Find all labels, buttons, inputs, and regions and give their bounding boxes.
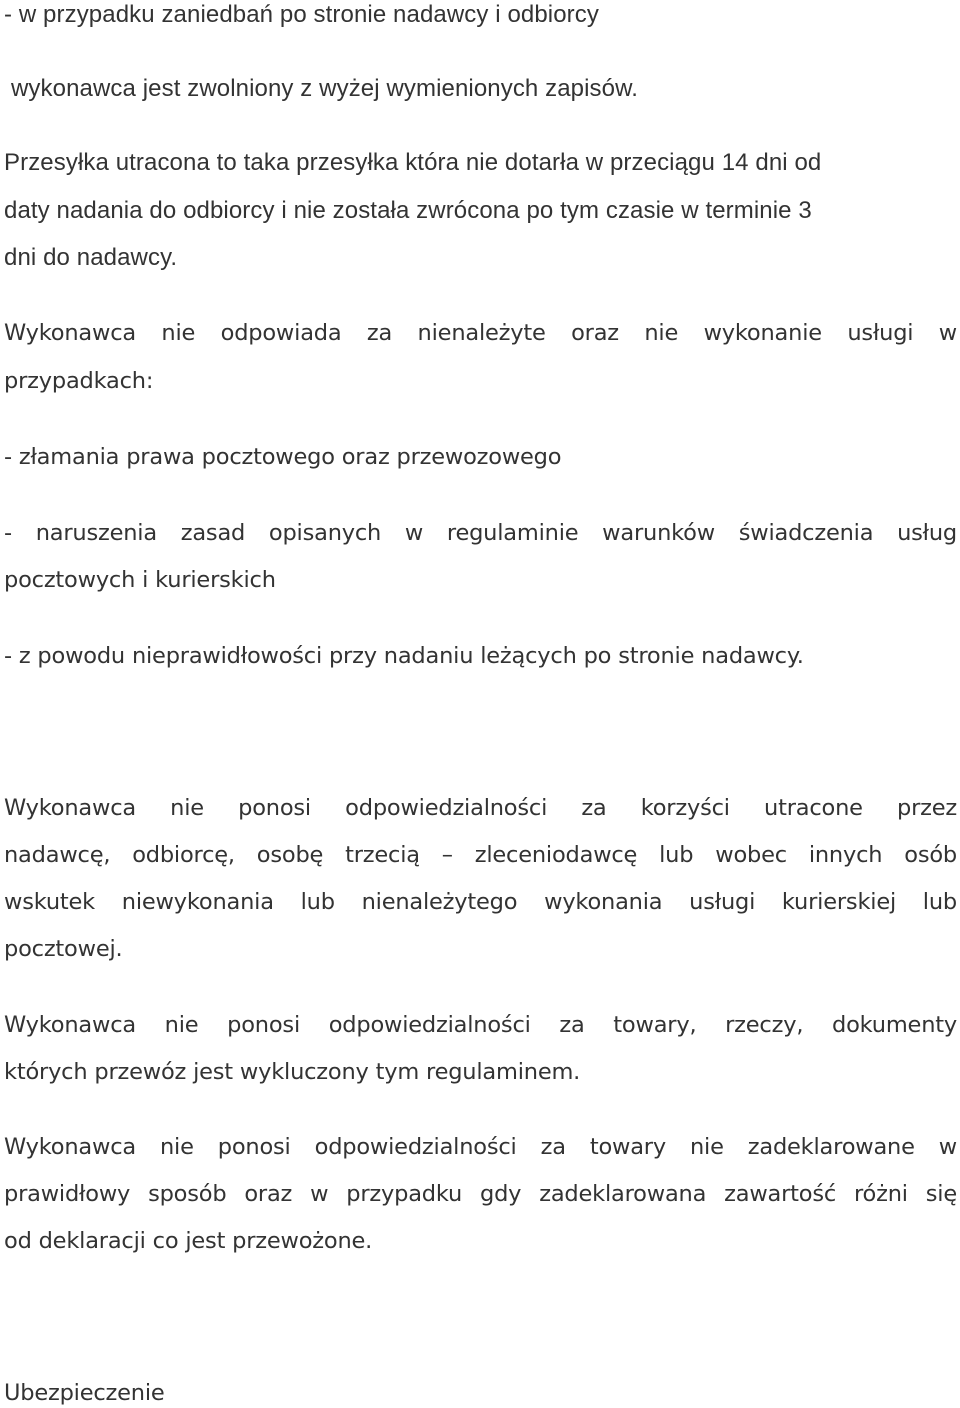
lost-profits-line-3: wskutek niewykonania lub nienależytego wykonania usługi kurierskiej lub [4, 889, 957, 915]
lost-parcel-line-1: Przesyłka utracona to taka przesyłka która nie dotarła w przeciągu 14 dni od [4, 149, 822, 176]
excluded-goods-line-1: Wykonawca nie ponosi odpowiedzialności za towary, rzeczy, dokumenty [4, 1012, 957, 1038]
liability-item-2-line-1: - naruszenia zasad opisanych w regulaminie warunków świadczenia usług [4, 520, 957, 546]
lost-profits-line-4: pocztowej. [4, 936, 123, 962]
liability-intro-line-1-text: Wykonawca nie odpowiada za nienależyte oraz nie wykonanie usługi w [4, 320, 957, 346]
section-heading-insurance: Ubezpieczenie [4, 1380, 165, 1406]
liability-item-1: - złamania prawa pocztowego oraz przewozowego [4, 444, 562, 470]
lost-profits-line-2: nadawcę, odbiorcę, osobę trzecią – zleceniodawcę lub wobec innych osób [4, 842, 957, 868]
liability-intro-line-1 [4, 318, 957, 348]
intro-line-2: wykonawca jest zwolniony z wyżej wymienionych zapisów. [11, 75, 638, 102]
undeclared-goods-line-3: od deklaracji co jest przewożone. [4, 1228, 373, 1254]
liability-intro-line-2: przypadkach: [4, 368, 154, 394]
liability-item-2-line-2: pocztowych i kurierskich [4, 567, 276, 593]
intro-line-1: - w przypadku zaniedbań po stronie nadawcy i odbiorcy [4, 1, 599, 28]
lost-parcel-line-3: dni do nadawcy. [4, 244, 178, 271]
lost-profits-line-1: Wykonawca nie ponosi odpowiedzialności za korzyści utracone przez [4, 795, 957, 821]
undeclared-goods-line-1: Wykonawca nie ponosi odpowiedzialności za towary nie zadeklarowane w [4, 1134, 957, 1160]
lost-parcel-line-2: daty nadania do odbiorcy i nie została zwrócona po tym czasie w terminie 3 [4, 197, 812, 224]
excluded-goods-line-2: których przewóz jest wykluczony tym regulaminem. [4, 1059, 581, 1085]
undeclared-goods-line-2: prawidłowy sposób oraz w przypadku gdy zadeklarowana zawartość różni się [4, 1181, 957, 1207]
liability-item-3: - z powodu nieprawidłowości przy nadaniu leżących po stronie nadawcy. [4, 643, 804, 669]
